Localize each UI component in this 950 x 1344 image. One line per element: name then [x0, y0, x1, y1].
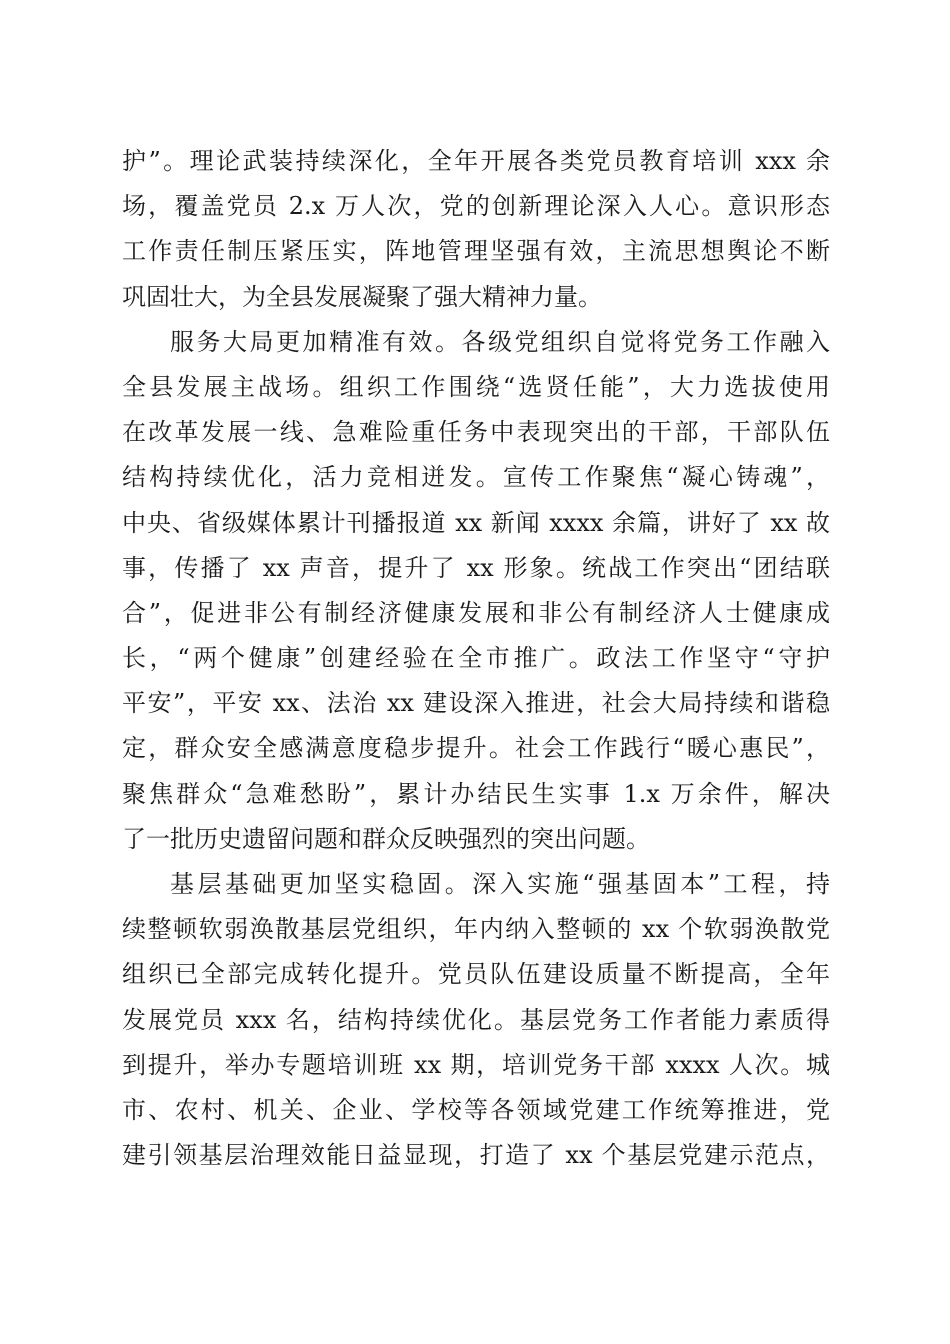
text-line: 中央、省级媒体累计刊播报道 xx 新闻 xxxx 余篇，讲好了 xx 故	[122, 508, 830, 537]
text-line: 定，群众安全感满意度稳步提升。社会工作践行“暖心惠民”，	[122, 734, 830, 763]
text-line: 护”。理论武装持续深化，全年开展各类党员教育培训 xxx 余	[122, 147, 830, 175]
text-line: 到提升，举办专题培训班 xx 期，培训党务干部 xxxx 人次。城	[122, 1050, 830, 1079]
text-line: 基层基础更加坚实稳固。深入实施“强基固本”工程，持	[170, 870, 830, 898]
text-line: 在改革发展一线、急难险重任务中表现突出的干部，干部队伍	[122, 418, 830, 447]
text-line: 平安”，平安 xx、法治 xx 建设深入推进，社会大局持续和谐稳	[122, 689, 830, 718]
text-line: 工作责任制压紧压实，阵地管理坚强有效，主流思想舆论不断	[122, 237, 830, 266]
text-line: 全县发展主战场。组织工作围绕“选贤任能”，大力选拔使用	[122, 372, 830, 401]
text-line: 长，“两个健康”创建经验在全市推广。政法工作坚守“守护	[122, 644, 830, 673]
text-line: 建引领基层治理效能日益显现，打造了 xx 个基层党建示范点，	[122, 1141, 830, 1170]
body-text	[122, 139, 830, 1178]
text-line: 事，传播了 xx 声音，提升了 xx 形象。统战工作突出“团结联	[122, 553, 830, 582]
text-line: 场，覆盖党员 2.x 万人次，党的创新理论深入人心。意识形态	[122, 192, 830, 221]
text-line: 巩固壮大，为全县发展凝聚了强大精神力量。	[122, 282, 602, 311]
text-line: 市、农村、机关、企业、学校等各领域党建工作统筹推进，党	[122, 1095, 830, 1124]
text-line: 续整顿软弱涣散基层党组织，年内纳入整顿的 xx 个软弱涣散党	[122, 915, 830, 944]
text-line: 服务大局更加精准有效。各级党组织自觉将党务工作融入	[170, 327, 830, 356]
paragraph-theory	[122, 139, 830, 320]
text-line: 发展党员 xxx 名，结构持续优化。基层党务工作者能力素质得	[122, 1005, 830, 1034]
text-line: 合”，促进非公有制经济健康发展和非公有制经济人士健康成	[122, 598, 830, 627]
paragraph-service	[122, 320, 830, 862]
text-line: 聚焦群众“急难愁盼”，累计办结民生实事 1.x 万余件，解决	[122, 779, 830, 808]
text-line: 组织已全部完成转化提升。党员队伍建设质量不断提高，全年	[122, 960, 830, 989]
text-line: 了一批历史遗留问题和群众反映强烈的突出问题。	[122, 824, 650, 853]
text-line: 结构持续优化，活力竞相迸发。宣传工作聚焦“凝心铸魂”，	[122, 463, 830, 492]
paragraph-grassroots	[122, 862, 830, 1178]
